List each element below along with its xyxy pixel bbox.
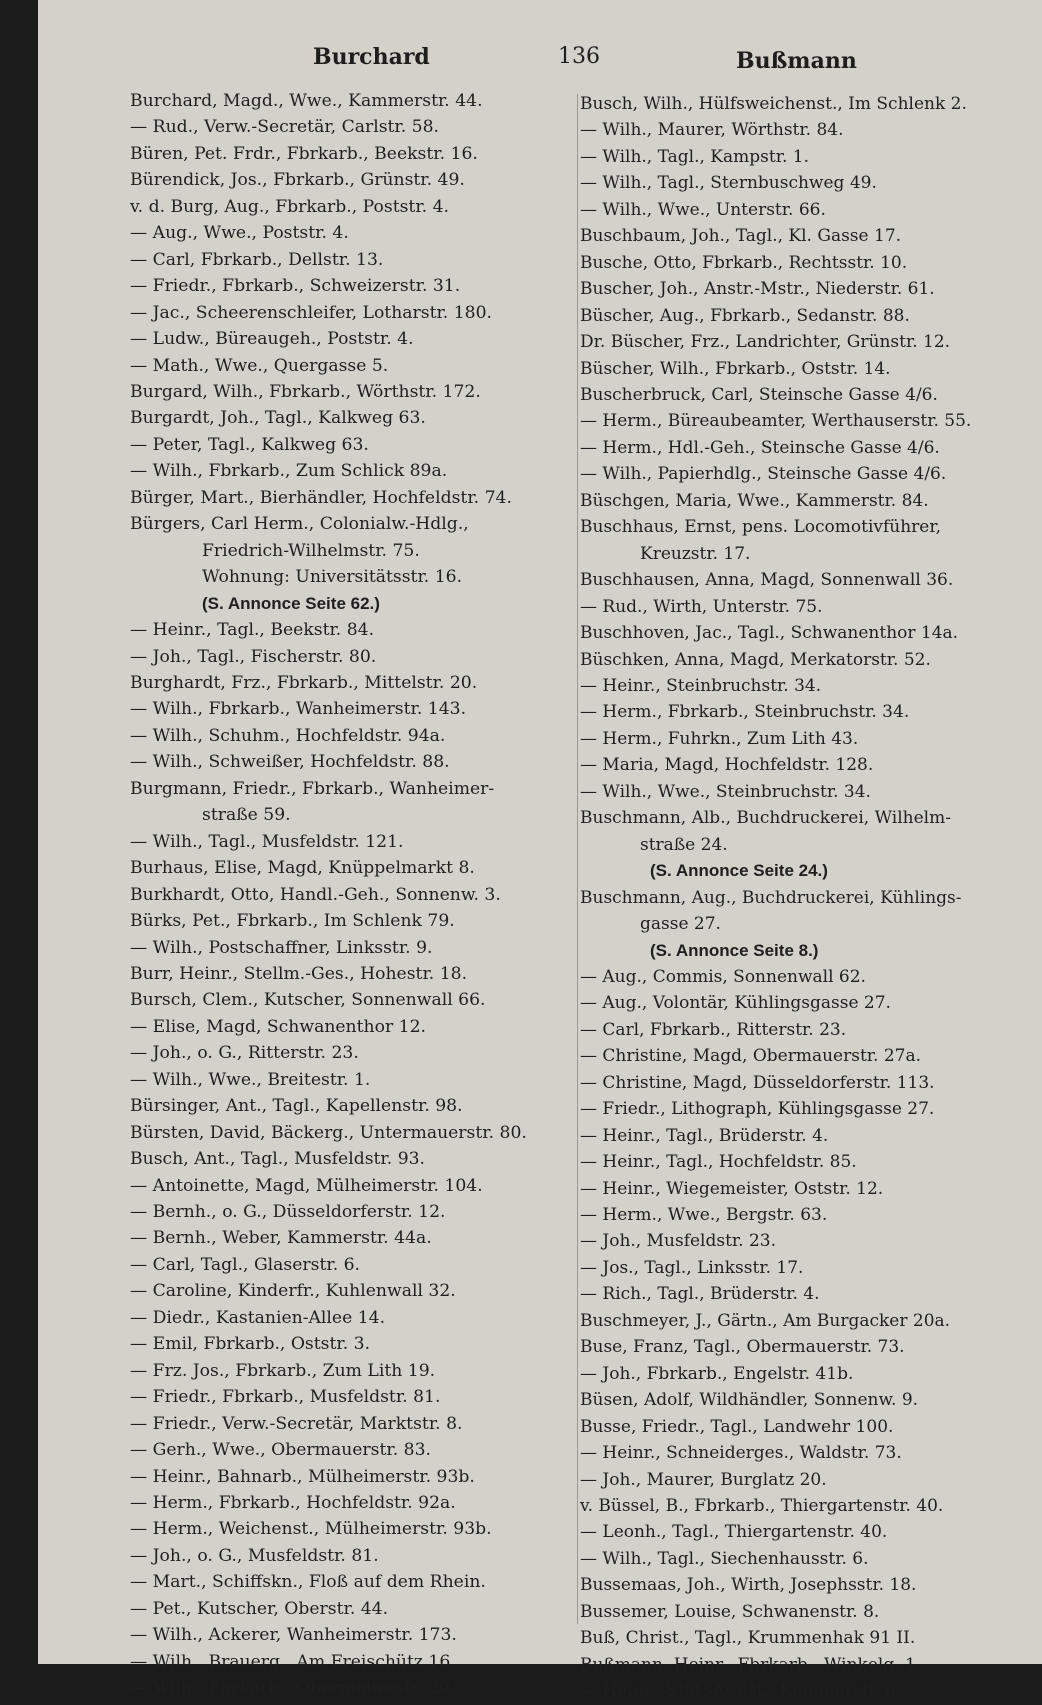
directory-entry: Büschgen, Maria, Wwe., Kammerstr. 84. — [580, 490, 929, 511]
directory-entry: Buschmeyer, J., Gärtn., Am Burgacker 20a. — [580, 1310, 951, 1331]
directory-entry: — Heinr., Steinbruchstr. 34. — [580, 675, 822, 696]
directory-entry: — Maria, Magd, Hochfeldstr. 128. — [580, 755, 874, 776]
directory-entry: — Wilh., Schweißer, Hochfeldstr. 88. — [130, 752, 450, 773]
directory-entry: — Carl, Fbrkarb., Ritterstr. 23. — [580, 1019, 847, 1040]
right-column — [580, 91, 1032, 1705]
column-divider — [577, 94, 578, 1624]
directory-page — [38, 0, 1042, 1702]
directory-entry: Burgardt, Joh., Tagl., Kalkweg 63. — [130, 408, 426, 429]
directory-entry: Burkhardt, Otto, Handl.-Geh., Sonnenw. 3. — [130, 884, 501, 905]
directory-entry: — Herm., Weichenst., Mülheimerstr. 93b. — [130, 1519, 492, 1540]
directory-entry: Busche, Otto, Fbrkarb., Rechtsstr. 10. — [580, 252, 908, 273]
directory-entry: — Joh., Tagl., Fischerstr. 80. — [130, 646, 377, 667]
directory-entry: — Wilh., Fbrkarb., Wanheimerstr. 143. — [130, 699, 467, 720]
directory-entry: — Wilh., Wwe., Steinbruchstr. 34. — [580, 781, 871, 802]
directory-entry: — Wilh., Fbrkarb., Obermauerstr. 20. — [130, 1678, 456, 1699]
directory-entry: Bußmann, Heinr., Fbrkarb., Winkelg. 1. — [580, 1654, 922, 1675]
directory-entry: v. Büssel, B., Fbrkarb., Thiergartenstr. 40. — [580, 1496, 944, 1517]
page-number: 136 — [558, 44, 600, 69]
directory-entry: Wohnung: Universitätsstr. 16. — [202, 567, 463, 588]
directory-entry: — Rud., Verw.-Secretär, Carlstr. 58. — [130, 117, 440, 138]
directory-entry: Bürger, Mart., Bierhändler, Hochfeldstr. 74. — [130, 487, 512, 508]
directory-entry: Burghardt, Frz., Fbrkarb., Mittelstr. 20. — [130, 672, 478, 693]
directory-entry: — Herm., Fbrkarb., Steinbruchstr. 34. — [580, 702, 910, 723]
directory-entry: — Frz. Jos., Fbrkarb., Zum Lith 19. — [130, 1360, 436, 1381]
directory-entry: — Rich., Tagl., Brüderstr. 4. — [580, 1284, 820, 1305]
directory-entry: — Emil, Fbrkarb., Oststr. 3. — [130, 1334, 371, 1355]
directory-entry: — Ludw., Büreaugeh., Poststr. 4. — [130, 329, 414, 350]
directory-entry: — Heinr., Tagl., Hochfeldstr. 85. — [580, 1152, 857, 1173]
directory-entry: Buß, Christ., Tagl., Krummenhak 91 II. — [580, 1628, 916, 1649]
directory-entry: — Rud., Wirth, Unterstr. 75. — [580, 596, 823, 617]
directory-entry: Friedrich-Wilhelmstr. 75. — [202, 540, 420, 561]
directory-entry: — Carl, Tagl., Glaserstr. 6. — [130, 1254, 361, 1275]
directory-entry: — Bernh., Weber, Kammerstr. 44a. — [130, 1228, 432, 1249]
directory-entry: — Heinr., Wiegemeister, Oststr. 12. — [580, 1178, 884, 1199]
directory-entry: Bürsten, David, Bäckerg., Untermauerstr. 80. — [130, 1122, 527, 1143]
directory-entry: — Wilh., Papierhdlg., Steinsche Gasse 4/6. — [580, 464, 947, 485]
directory-entry: Büsen, Adolf, Wildhändler, Sonnenw. 9. — [580, 1390, 919, 1411]
directory-entry: — Wilh., Fbrkarb., Zum Schlick 89a. — [130, 461, 448, 482]
header-right-keyword: Bußmann — [736, 48, 857, 74]
page-header — [38, 44, 1042, 80]
directory-entry: — Aug., Commis, Sonnenwall 62. — [580, 966, 866, 987]
directory-entry: Buscher, Joh., Anstr.-Mstr., Niederstr. 61. — [580, 279, 935, 300]
directory-entry: — Herm., Büreaubeamter, Werthauserstr. 55. — [580, 411, 972, 432]
directory-entry: — Friedr., Verw.-Secretär, Marktstr. 8. — [130, 1413, 463, 1434]
directory-entry: v. d. Burg, Aug., Fbrkarb., Poststr. 4. — [130, 196, 449, 217]
directory-entry: — Joh., Fbrkarb., Engelstr. 41b. — [580, 1363, 854, 1384]
directory-entry: Dr. Büscher, Frz., Landrichter, Grünstr. 12. — [580, 332, 951, 353]
directory-entry: — Aug., Wwe., Poststr. 4. — [130, 223, 349, 244]
annonce-reference: (S. Annonce Seite 62.) — [202, 593, 380, 613]
directory-entry: Buse, Franz, Tagl., Obermauerstr. 73. — [580, 1337, 905, 1358]
directory-entry: — Wilh., Tagl., Siechenhausstr. 6. — [580, 1548, 869, 1569]
directory-entry: — Elise, Magd, Schwanenthor 12. — [130, 1016, 426, 1037]
directory-entry: Buschhoven, Jac., Tagl., Schwanenthor 14a. — [580, 623, 959, 644]
directory-entry: — Carl, Fbrkarb., Dellstr. 13. — [130, 249, 384, 270]
directory-entry: — Gerh., Wwe., Obermauerstr. 83. — [130, 1440, 431, 1461]
directory-entry: Büscher, Wilh., Fbrkarb., Oststr. 14. — [580, 358, 891, 379]
directory-entry: — Herm., Fuhrkn., Zum Lith 43. — [580, 728, 859, 749]
directory-entry: Büren, Pet. Frdr., Fbrkarb., Beekstr. 16. — [130, 143, 478, 164]
directory-entry: — Wilh., Postschaffner, Linksstr. 9. — [130, 937, 433, 958]
directory-entry: — Herm., Wwe., Bergstr. 63. — [580, 1205, 828, 1226]
directory-entry: straße 24. — [640, 834, 728, 855]
directory-entry: — Wilh., Tagl., Musfeldstr. 121. — [130, 831, 404, 852]
directory-entry: — Friedr., Lithograph, Kühlingsgasse 27. — [580, 1099, 935, 1120]
directory-entry: — Caroline, Kinderfr., Kuhlenwall 32. — [130, 1281, 456, 1302]
directory-entry: Busch, Ant., Tagl., Musfeldstr. 93. — [130, 1149, 426, 1170]
directory-entry: — Diedr., Kastanien-Allee 14. — [130, 1307, 386, 1328]
directory-entry: — Bernh., o. G., Düsseldorferstr. 12. — [130, 1202, 446, 1223]
directory-entry: — Aug., Volontär, Kühlingsgasse 27. — [580, 993, 891, 1014]
directory-entry: Busse, Friedr., Tagl., Landwehr 100. — [580, 1416, 894, 1437]
directory-entry: Bürsinger, Ant., Tagl., Kapellenstr. 98. — [130, 1096, 463, 1117]
directory-entry: Buschmann, Alb., Buchdruckerei, Wilhelm- — [580, 808, 951, 829]
directory-entry: — Christine, Magd, Düsseldorferstr. 113. — [580, 1072, 935, 1093]
directory-entry: — Wilh., Tagl., Kampstr. 1. — [580, 146, 809, 167]
directory-entry: Buscherbruck, Carl, Steinsche Gasse 4/6. — [580, 384, 938, 405]
directory-entry: — Wilh., Wwe., Unterstr. 66. — [580, 199, 826, 220]
directory-entry: Buschbaum, Joh., Tagl., Kl. Gasse 17. — [580, 226, 902, 247]
directory-entry: Bursch, Clem., Kutscher, Sonnenwall 66. — [130, 990, 486, 1011]
directory-entry: — Pet., Kutscher, Oberstr. 44. — [130, 1598, 389, 1619]
directory-entry: — Jac., Scheerenschleifer, Lotharstr. 180. — [130, 302, 492, 323]
directory-entry: — Wilh., Schuhm., Hochfeldstr. 94a. — [130, 725, 446, 746]
annonce-reference: (S. Annonce Seite 8.) — [650, 940, 819, 960]
directory-entry: Burchard, Magd., Wwe., Kammerstr. 44. — [130, 91, 483, 111]
directory-entry: — Mart., Schiffskn., Floß auf dem Rhein. — [130, 1572, 486, 1593]
directory-entry: Büschken, Anna, Magd, Merkatorstr. 52. — [580, 649, 931, 670]
directory-entry: Büscher, Aug., Fbrkarb., Sedanstr. 88. — [580, 305, 910, 326]
directory-entry: Burgmann, Friedr., Fbrkarb., Wanheimer- — [130, 778, 495, 799]
directory-entry: — Wilh., Brauerg., Am Freischütz 16. — [130, 1651, 456, 1672]
directory-entry: — Leonh., Tagl., Thiergartenstr. 40. — [580, 1522, 888, 1543]
directory-entry: — Joh., o. G., Musfeldstr. 81. — [130, 1545, 379, 1566]
directory-entry: Bussemer, Louise, Schwanenstr. 8. — [580, 1601, 880, 1622]
directory-entry: — Herm., Fbrkarb., Hochfeldstr. 92a. — [130, 1493, 456, 1514]
directory-entry: — Heinr., Tagl., Beekstr. 84. — [130, 620, 375, 641]
directory-entry: Bürks, Pet., Fbrkarb., Im Schlenk 79. — [130, 911, 455, 932]
directory-entry: Burr, Heinr., Stellm.-Ges., Hohestr. 18. — [130, 963, 468, 984]
directory-entry: — Friedr., Fbrkarb., Schweizerstr. 31. — [130, 276, 461, 297]
directory-entry: — Antoinette, Magd, Mülheimerstr. 104. — [130, 1175, 483, 1196]
directory-entry: — Christine, Magd, Obermauerstr. 27a. — [580, 1046, 922, 1067]
directory-entry: — Jos., Tagl., Linksstr. 17. — [580, 1257, 804, 1278]
directory-entry: straße 59. — [202, 805, 291, 826]
left-column — [130, 88, 575, 1702]
directory-entry: — Friedr., Fbrkarb., Musfeldstr. 81. — [130, 1387, 441, 1408]
directory-entry: Bürgers, Carl Herm., Colonialw.-Hdlg., — [130, 514, 469, 535]
directory-entry: Burhaus, Elise, Magd, Knüppelmarkt 8. — [130, 858, 475, 879]
directory-entry: — Wilh., Tagl., Sternbuschweg 49. — [580, 173, 877, 194]
directory-entry: Buschhausen, Anna, Magd, Sonnenwall 36. — [580, 570, 954, 591]
directory-entry: — Heinr., Bahnarb., Mülheimerstr. 93b. — [130, 1466, 475, 1487]
directory-entry: Busch, Wilh., Hülfsweichenst., Im Schlenk 2. — [580, 94, 967, 114]
directory-entry: — Joh., Maurer, Burglatz 20. — [580, 1469, 827, 1490]
directory-entry: gasse 27. — [640, 914, 721, 935]
header-left-keyword: Burchard — [313, 44, 430, 70]
directory-entry: Buschmann, Aug., Buchdruckerei, Kühlings- — [580, 887, 962, 908]
directory-entry: — Wilh., Ackerer, Wanheimerstr. 173. — [130, 1625, 457, 1646]
directory-entry: — Peter, Tagl., Kalkweg 63. — [130, 434, 369, 455]
directory-entry: — Wilh., Wwe., Breitestr. 1. — [130, 1069, 371, 1090]
directory-entry: Kreuzstr. 17. — [640, 543, 751, 564]
directory-entry: Bürendick, Jos., Fbrkarb., Grünstr. 49. — [130, 170, 465, 191]
directory-entry: — Joh., o. G., Ritterstr. 23. — [130, 1043, 359, 1064]
directory-entry: Buschhaus, Ernst, pens. Locomotivführer, — [580, 517, 942, 538]
directory-entry: Bussemaas, Joh., Wirth, Josephsstr. 18. — [580, 1575, 917, 1596]
directory-entry: Burgard, Wilh., Fbrkarb., Wörthstr. 172. — [130, 381, 481, 402]
directory-entry: — Heinr., Schneiderges., Waldstr. 73. — [580, 1443, 902, 1464]
directory-entry: — Heinr., Stat.-Assist., Kammerstr. 6. — [580, 1681, 902, 1702]
annonce-reference: (S. Annonce Seite 24.) — [650, 861, 828, 881]
directory-entry: — Math., Wwe., Quergasse 5. — [130, 355, 389, 376]
directory-entry: — Heinr., Tagl., Brüderstr. 4. — [580, 1125, 829, 1146]
directory-entry: — Wilh., Maurer, Wörthstr. 84. — [580, 120, 844, 141]
directory-entry: — Herm., Hdl.-Geh., Steinsche Gasse 4/6. — [580, 437, 940, 458]
directory-entry: — Joh., Musfeldstr. 23. — [580, 1231, 777, 1252]
